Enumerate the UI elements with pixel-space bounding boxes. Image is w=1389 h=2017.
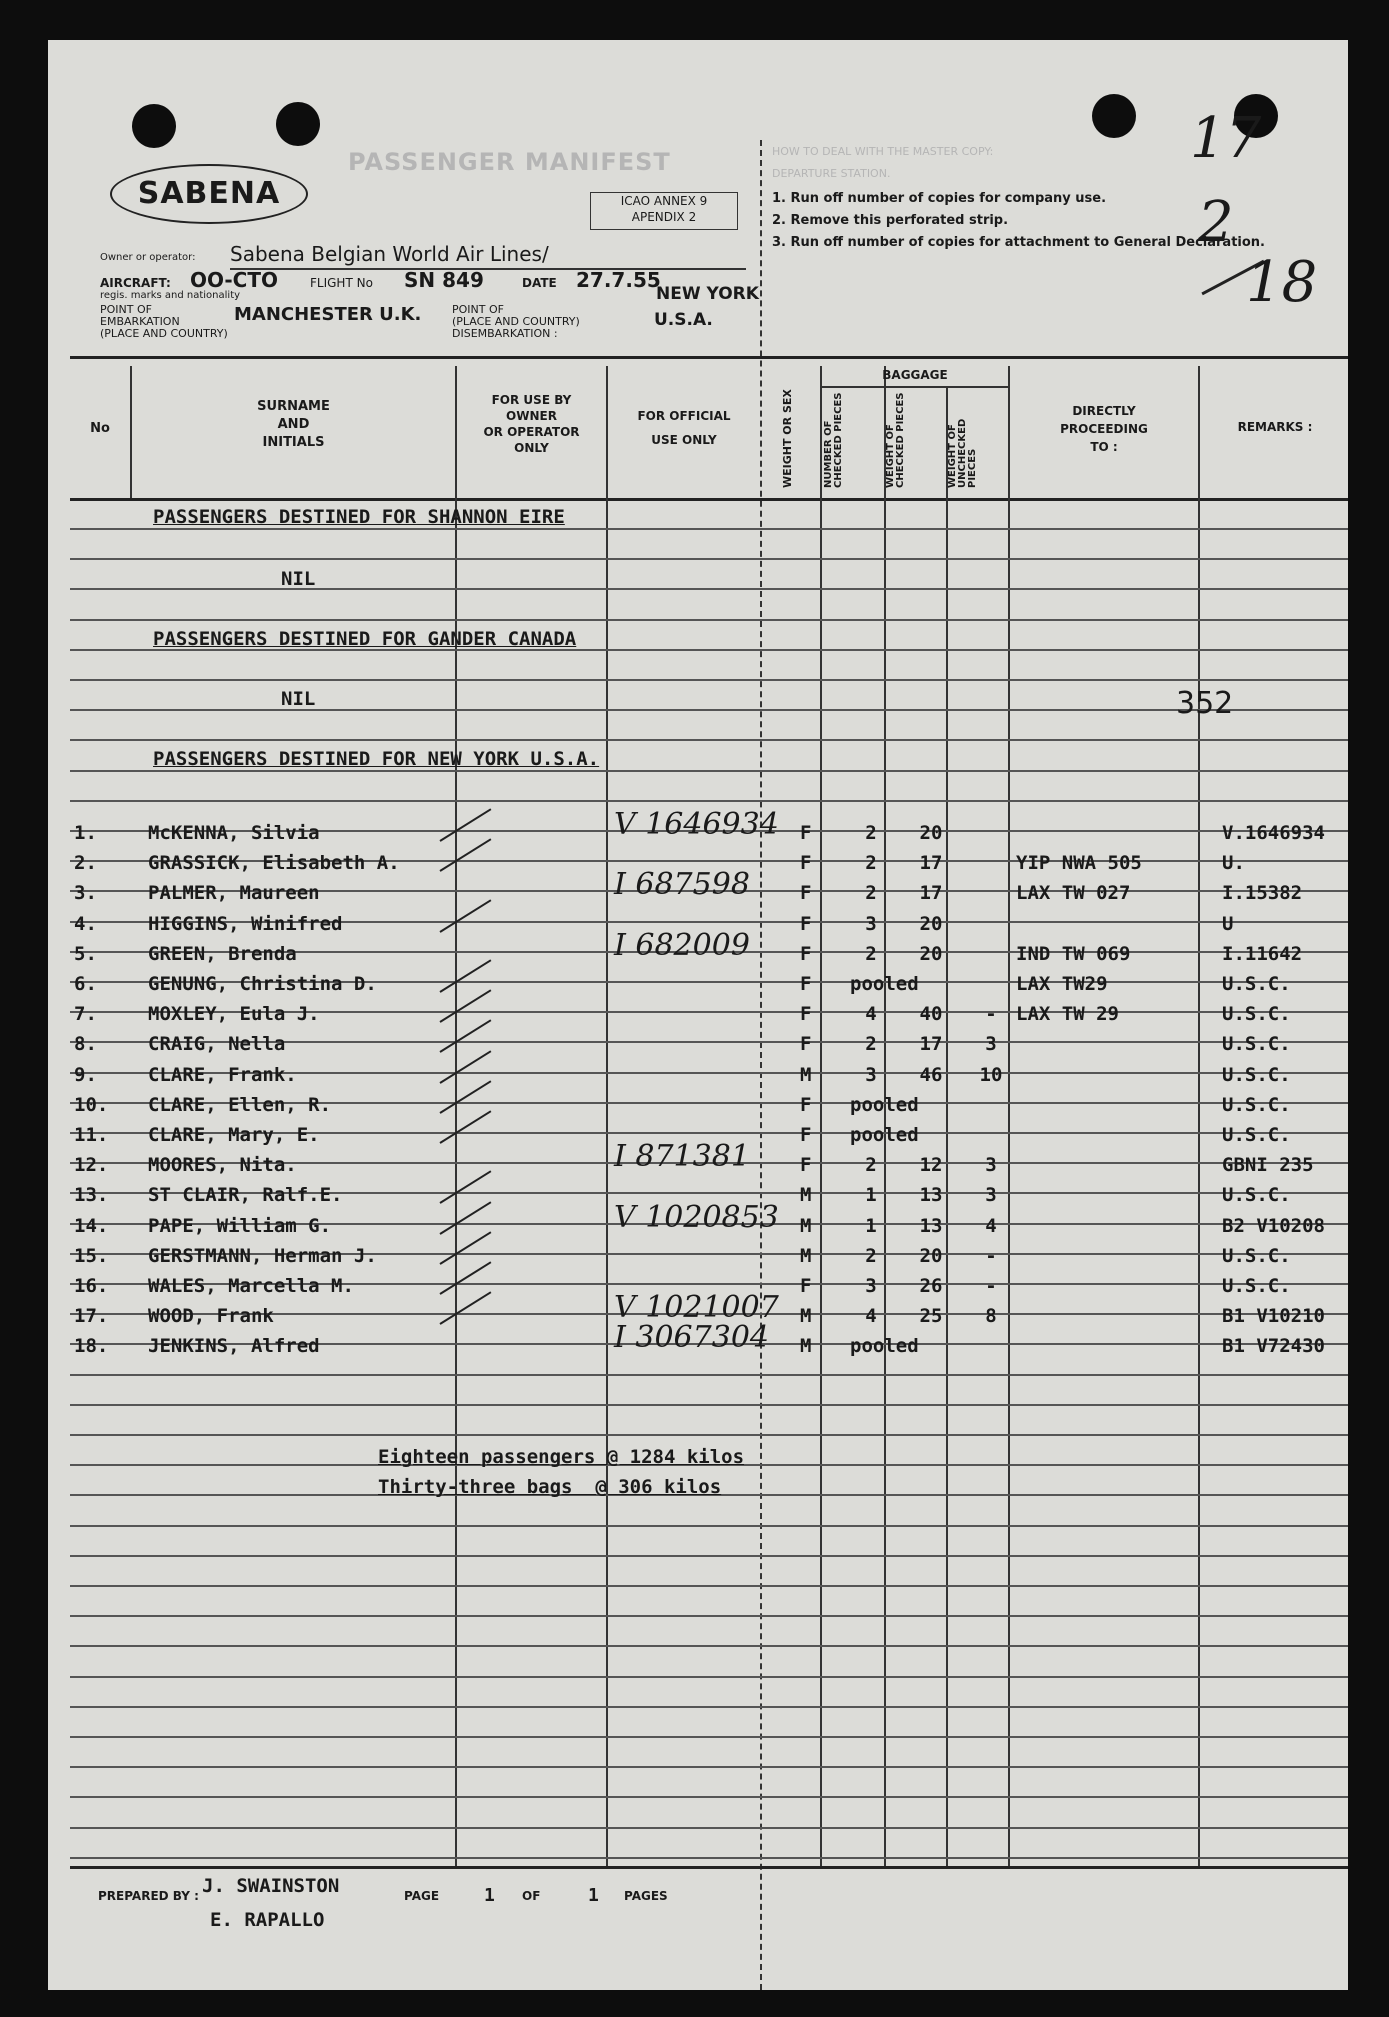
passenger-remarks: U.S.C.	[1222, 973, 1291, 995]
passenger-name: JENKINS, Alfred	[148, 1335, 320, 1358]
passenger-number: 2.	[74, 852, 97, 875]
passenger-sex: F	[800, 1275, 812, 1297]
passenger-name: MOORES, Nita.	[148, 1154, 297, 1177]
punch-hole	[1092, 94, 1136, 138]
passenger-pieces: pooled	[850, 1093, 919, 1116]
passenger-sex: M	[800, 1214, 812, 1237]
col-header-directly: DIRECTLY PROCEEDING TO :	[1060, 404, 1148, 454]
ruled-line	[70, 1827, 1348, 1829]
totals-line-2: Thirty-three bags @ 306 kilos	[378, 1476, 722, 1498]
passenger-pieces: 1	[865, 1184, 877, 1207]
passenger-remarks: U.S.C.	[1222, 1124, 1291, 1146]
regis-label: regis. marks and nationality	[100, 290, 241, 301]
embark-value: MANCHESTER U.K.	[234, 304, 422, 325]
passenger-number: 15.	[74, 1244, 109, 1267]
passenger-bag-weight: 25	[919, 1305, 943, 1328]
section-shannon: PASSENGERS DESTINED FOR SHANNON EIRE	[153, 506, 565, 528]
passenger-sex: F	[800, 822, 812, 844]
passenger-name: WALES, Marcella M.	[148, 1275, 354, 1297]
col-header-official-use: FOR OFFICIAL USE ONLY	[637, 409, 731, 447]
ruled-line	[70, 770, 1348, 772]
passenger-official-ref: I 871381	[614, 1139, 750, 1175]
table-row	[48, 1320, 1348, 1361]
ruled-line	[70, 1525, 1348, 1527]
passenger-destination: LAX TW 027	[1016, 882, 1131, 905]
passenger-pieces: pooled	[850, 1335, 919, 1358]
passenger-remarks: B2 V10208	[1222, 1214, 1325, 1237]
embark-label-3: (PLACE AND COUNTRY)	[100, 327, 228, 340]
passenger-number: 3.	[74, 882, 97, 905]
ruled-line	[70, 1796, 1348, 1798]
corner-mark-numerator: 2	[1198, 190, 1234, 255]
passenger-pieces: pooled	[850, 1124, 919, 1146]
col-header-owner-use: FOR USE BY OWNER OR OPERATOR ONLY	[483, 393, 580, 455]
passenger-number: 18.	[74, 1335, 109, 1358]
passenger-pieces: 2	[865, 852, 877, 875]
punch-hole	[276, 102, 320, 146]
passenger-name: CLARE, Frank.	[148, 1063, 297, 1086]
passenger-bag-weight: 20	[919, 1244, 943, 1267]
passenger-official-ref: I 687598	[614, 867, 750, 903]
ruled-line	[70, 558, 1348, 560]
instruction-2: 2. Remove this perforated strip.	[772, 213, 1009, 228]
ruled-line	[70, 800, 1348, 802]
passenger-remarks: I.15382	[1222, 882, 1303, 905]
ruled-line	[70, 1706, 1348, 1708]
passenger-number: 13.	[74, 1184, 109, 1207]
date-label: DATE	[522, 276, 557, 290]
passenger-name: WOOD, Frank	[148, 1305, 274, 1328]
passenger-number: 14.	[74, 1214, 109, 1237]
section-newyork: PASSENGERS DESTINED FOR NEW YORK U.S.A.	[153, 748, 600, 770]
passenger-name: PAPE, William G.	[148, 1214, 332, 1237]
instruction-title: HOW TO DEAL WITH THE MASTER COPY:	[772, 145, 994, 158]
table-row	[48, 999, 1348, 1029]
passenger-bag-weight: 40	[919, 1003, 943, 1026]
passenger-sex: M	[800, 1184, 812, 1207]
passenger-name: GRASSICK, Elisabeth A.	[148, 852, 400, 875]
flight-label: FLIGHT No	[310, 276, 373, 290]
passenger-name: McKENNA, Silvia	[148, 822, 320, 844]
passenger-unchecked: -	[985, 1003, 997, 1026]
passenger-number: 7.	[74, 1003, 97, 1026]
passenger-remarks: U.S.C.	[1222, 1184, 1291, 1207]
pages-label: PAGES	[624, 1889, 668, 1903]
section-gander: PASSENGERS DESTINED FOR GANDER CANADA	[153, 628, 577, 650]
passenger-name: CLARE, Mary, E.	[148, 1124, 320, 1146]
passenger-pieces: 1	[865, 1214, 877, 1237]
passenger-remarks: V.1646934	[1222, 822, 1325, 844]
ruled-line	[70, 1615, 1348, 1617]
disembark-label-2: (PLACE AND COUNTRY)	[452, 315, 580, 328]
passenger-name: HIGGINS, Winifred	[148, 912, 343, 935]
table-header-bottom	[70, 498, 1348, 501]
passenger-bag-weight: 17	[919, 1033, 943, 1056]
ruled-line	[70, 528, 1348, 530]
passenger-remarks: U.S.C.	[1222, 1093, 1291, 1116]
passenger-destination: LAX TW 29	[1016, 1003, 1119, 1026]
passenger-bag-weight: 20	[919, 942, 943, 965]
margin-note: 352	[1176, 686, 1234, 721]
passenger-pieces: 3	[865, 912, 877, 935]
embark-label-2: EMBARKATION	[100, 315, 180, 328]
annex-line-2: APENDIX 2	[631, 210, 697, 224]
col-header-wt-unchecked: WEIGHT OF UNCHECKED PIECES	[947, 418, 978, 488]
corner-mark-denominator: 18	[1246, 250, 1318, 315]
passenger-official-ref: V 1646934	[614, 807, 779, 842]
embark-label-1: POINT OF	[100, 303, 152, 316]
owner-label: Owner or operator:	[100, 252, 196, 263]
passenger-number: 1.	[74, 822, 97, 844]
passenger-sex: F	[800, 973, 812, 995]
passenger-number: 10.	[74, 1093, 109, 1116]
passenger-official-ref: V 1021007	[614, 1290, 779, 1326]
disembark-value-2: U.S.A.	[654, 310, 713, 330]
passenger-remarks: U.S.C.	[1222, 1244, 1291, 1267]
aircraft-label: AIRCRAFT:	[100, 276, 171, 290]
totals-line-1: Eighteen passengers @ 1284 kilos	[378, 1446, 745, 1468]
passenger-sex: F	[800, 1003, 812, 1026]
passenger-unchecked: -	[985, 1275, 997, 1297]
passenger-unchecked: 8	[985, 1305, 997, 1328]
instruction-3: 3. Run off number of copies for attachment to General Declaration.	[772, 235, 1265, 250]
passenger-remarks: GBNI 235	[1222, 1154, 1314, 1177]
col-header-no: No	[90, 421, 110, 436]
passenger-remarks: U.S.C.	[1222, 1003, 1291, 1026]
passenger-bag-weight: 13	[919, 1214, 943, 1237]
passenger-name: CLARE, Ellen, R.	[148, 1093, 332, 1116]
passenger-destination: YIP NWA 505	[1016, 852, 1142, 875]
passenger-remarks: U.S.C.	[1222, 1063, 1291, 1086]
passenger-remarks: U	[1222, 912, 1234, 935]
table-top-border	[70, 356, 1348, 359]
disembark-label-1: POINT OF	[452, 303, 504, 316]
col-header-baggage: BAGGAGE	[882, 368, 948, 382]
ruled-line	[70, 1766, 1348, 1768]
ruled-line	[70, 1374, 1348, 1376]
table-row	[48, 1029, 1348, 1059]
table-row	[48, 969, 1348, 999]
passenger-sex: F	[800, 942, 812, 965]
ruled-line	[70, 679, 1348, 681]
baggage-divider	[820, 386, 1008, 388]
passenger-bag-weight: 17	[919, 852, 943, 875]
passenger-unchecked: 3	[985, 1033, 997, 1056]
passenger-unchecked: 10	[979, 1063, 1003, 1086]
passenger-sex: F	[800, 1154, 812, 1177]
passenger-remarks: B1 V72430	[1222, 1335, 1325, 1358]
passenger-bag-weight: 26	[919, 1275, 943, 1297]
passenger-official-ref: V 1020853	[614, 1199, 779, 1235]
owner-underline	[230, 268, 746, 270]
passenger-number: 4.	[74, 912, 97, 935]
passenger-sex: F	[800, 912, 812, 935]
passenger-number: 5.	[74, 942, 97, 965]
ruled-line	[70, 588, 1348, 590]
passenger-bag-weight: 12	[919, 1154, 943, 1177]
passenger-sex: M	[800, 1244, 812, 1267]
ruled-line	[70, 1736, 1348, 1738]
page-value: 1	[484, 1885, 495, 1906]
passenger-sex: F	[800, 882, 812, 905]
passenger-pieces: 4	[865, 1305, 877, 1328]
passenger-destination: IND TW 069	[1016, 942, 1131, 965]
disembark-value-1: NEW YORK	[656, 284, 759, 304]
passenger-pieces: 2	[865, 1154, 877, 1177]
passenger-name: MOXLEY, Eula J.	[148, 1003, 320, 1026]
passenger-remarks: I.11642	[1222, 942, 1303, 965]
passenger-unchecked: 3	[985, 1154, 997, 1177]
annex-line-1: ICAO ANNEX 9	[620, 194, 708, 208]
date-value: 27.7.55	[576, 268, 661, 292]
passenger-sex: M	[800, 1305, 812, 1328]
ruled-line	[70, 619, 1348, 621]
passenger-name: CRAIG, Nella	[148, 1033, 286, 1056]
passenger-name: GERSTMANN, Herman J.	[148, 1244, 377, 1267]
passenger-number: 16.	[74, 1275, 109, 1297]
col-header-remarks: REMARKS :	[1237, 420, 1313, 434]
passenger-unchecked: 4	[985, 1214, 997, 1237]
passenger-number: 8.	[74, 1033, 97, 1056]
passenger-number: 6.	[74, 973, 97, 995]
passenger-bag-weight: 13	[919, 1184, 943, 1207]
table-row	[48, 807, 1348, 848]
aircraft-value: OO-CTO	[190, 268, 278, 292]
passenger-pieces: 3	[865, 1063, 877, 1086]
punch-hole	[132, 104, 176, 148]
table-row	[48, 927, 1348, 969]
manifest-sheet	[48, 40, 1348, 1990]
passenger-name: GREEN, Brenda	[148, 942, 297, 965]
passenger-name: PALMER, Maureen	[148, 882, 320, 905]
passenger-pieces: 3	[865, 1275, 877, 1297]
flight-value: SN 849	[404, 268, 484, 292]
passenger-pieces: 4	[865, 1003, 877, 1026]
prepared-by-2: E. RAPALLO	[210, 1909, 325, 1931]
passenger-remarks: U.S.C.	[1222, 1033, 1291, 1056]
passenger-pieces: 2	[865, 822, 877, 844]
sabena-logo: SABENA	[110, 164, 308, 224]
passenger-bag-weight: 20	[919, 912, 943, 935]
passenger-bag-weight: 17	[919, 882, 943, 905]
form-title: PASSENGER MANIFEST	[348, 148, 671, 176]
table-row	[48, 1199, 1348, 1241]
prepared-by-1: J. SWAINSTON	[202, 1875, 340, 1897]
table-row	[48, 1139, 1348, 1180]
passenger-name: GENUNG, Christina D.	[148, 973, 377, 995]
ruled-line	[70, 1434, 1348, 1436]
prepared-label: PREPARED BY :	[98, 1889, 199, 1903]
passenger-sex: F	[800, 852, 812, 875]
table-row	[48, 1060, 1348, 1090]
passenger-number: 11.	[74, 1124, 109, 1146]
ruled-line	[70, 709, 1348, 711]
of-label: OF	[522, 1889, 541, 1903]
page-label: PAGE	[404, 1889, 440, 1903]
passenger-number: 9.	[74, 1063, 97, 1086]
passenger-pieces: 2	[865, 1033, 877, 1056]
instruction-subtitle: DEPARTURE STATION.	[772, 167, 891, 180]
owner-value: Sabena Belgian World Air Lines/	[230, 242, 549, 266]
passenger-unchecked: -	[985, 1244, 997, 1267]
passenger-number: 12.	[74, 1154, 109, 1177]
nil-gander: NIL	[281, 688, 316, 710]
col-header-surname: SURNAME AND INITIALS	[257, 399, 330, 450]
disembark-label-3: DISEMBARKATION :	[452, 327, 558, 340]
passenger-sex: F	[800, 1033, 812, 1056]
passenger-name: ST CLAIR, Ralf.E.	[148, 1184, 343, 1207]
corner-mark-top: 17	[1190, 106, 1262, 171]
table-row	[48, 1241, 1348, 1271]
ruled-line	[70, 1645, 1348, 1647]
passenger-pieces: 2	[865, 1244, 877, 1267]
col-header-weight-sex: WEIGHT OR SEX	[781, 389, 794, 488]
table-row	[48, 1090, 1348, 1120]
passenger-number: 17.	[74, 1305, 109, 1328]
instruction-1: 1. Run off number of copies for company use.	[772, 191, 1107, 206]
passenger-remarks: U.	[1222, 852, 1245, 875]
passenger-remarks: B1 V10210	[1222, 1305, 1325, 1328]
passenger-official-ref: I 3067304	[614, 1320, 769, 1356]
passenger-sex: M	[800, 1063, 812, 1086]
passenger-pieces: 2	[865, 882, 877, 905]
passenger-unchecked: 3	[985, 1184, 997, 1207]
check-mark	[439, 808, 491, 841]
table-row	[48, 867, 1348, 908]
passenger-pieces: 2	[865, 942, 877, 965]
passenger-bag-weight: 20	[919, 822, 943, 844]
passenger-pieces: pooled	[850, 973, 919, 995]
passenger-sex: F	[800, 1124, 812, 1146]
ruled-line	[70, 1555, 1348, 1557]
passenger-bag-weight: 46	[919, 1063, 943, 1086]
ruled-line	[70, 1676, 1348, 1678]
passenger-destination: LAX TW29	[1016, 973, 1108, 995]
ruled-line	[70, 1404, 1348, 1406]
passenger-official-ref: I 682009	[614, 927, 750, 963]
of-value: 1	[588, 1885, 599, 1906]
col-header-num-checked: NUMBER OF CHECKED PIECES	[823, 392, 844, 488]
col-header-wt-checked: WEIGHT OF CHECKED PIECES	[885, 392, 906, 488]
passenger-sex: M	[800, 1335, 812, 1358]
ruled-line	[70, 1585, 1348, 1587]
passenger-remarks: U.S.C.	[1222, 1275, 1291, 1297]
nil-shannon: NIL	[281, 568, 316, 590]
icao-annex-box	[590, 192, 738, 230]
passenger-sex: F	[800, 1093, 812, 1116]
ruled-line	[70, 739, 1348, 741]
